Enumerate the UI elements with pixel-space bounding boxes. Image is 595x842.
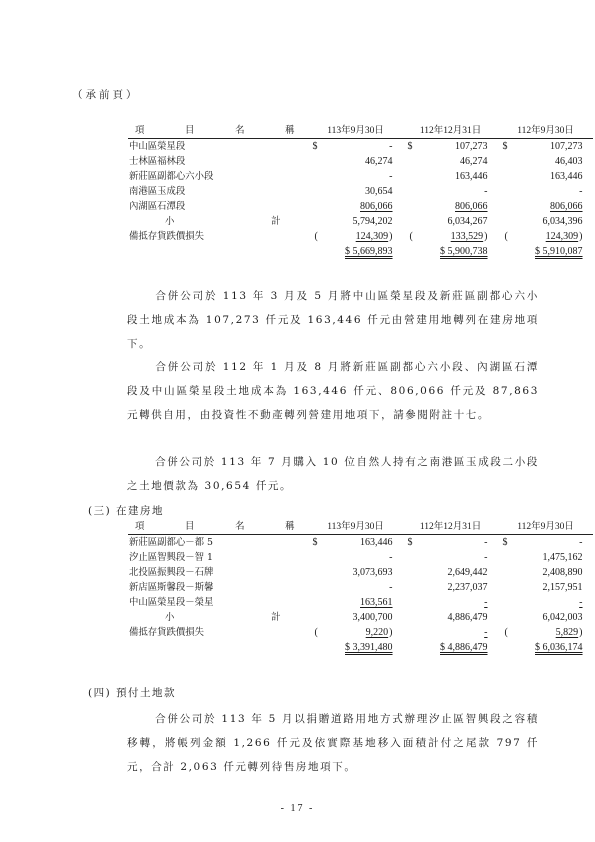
row-label: 南港區玉成段	[129, 186, 186, 197]
paragraph: 合併公司於 113 年 3 月及 5 月將中山區榮星段及新莊區副都心六小段土地成本為 107,273 仟元及 163,446 仟元由營建用地轉列在建房地項下。	[127, 290, 539, 350]
cell-value: -	[484, 627, 488, 638]
cell-value: 5,794,202	[352, 216, 393, 227]
cell-value: 46,274	[365, 156, 393, 167]
cell-value: -	[389, 171, 393, 182]
cell-value: -	[484, 552, 488, 563]
currency-sign: $	[345, 642, 351, 653]
cell-value: 3,391,480	[352, 642, 393, 653]
table-row	[128, 580, 593, 595]
table-row	[128, 595, 593, 610]
item-name-header: 項 目 名 稱	[128, 124, 308, 139]
row-label: 新店區斯馨段－斯馨	[129, 582, 214, 593]
subtotal-row	[128, 214, 593, 229]
cell-value: 163,446	[455, 171, 488, 182]
paragraph: 合併公司於 112 年 1 月及 8 月將新莊區副都心六小段、內湖區石潭段及中山區榮星段土地成本為 163,446 仟元、806,066 仟元及 87,863 元轉供自用，由投資性不動產轉列營建用地項下，請參閱附註十七。	[127, 361, 539, 421]
total-row	[128, 244, 593, 259]
cell-value: 3,073,693	[352, 567, 393, 578]
cell-value: -	[389, 582, 393, 593]
cell-value: 2,237,037	[447, 582, 488, 593]
table-row	[128, 184, 593, 199]
cell-value: 806,066	[360, 201, 393, 212]
column-header: 112年9月30日	[498, 124, 593, 139]
cell-value: 6,034,267	[447, 216, 488, 227]
cell-value: 806,066	[455, 201, 488, 212]
table-row	[128, 550, 593, 565]
table-row	[128, 139, 593, 155]
cell-value: 124,309	[355, 231, 389, 242]
cell-value: 133,529	[450, 231, 484, 242]
cell-value: 163,561	[360, 597, 393, 608]
paragraph: 合併公司於 113 年 7 月購入 10 位自然人持有之南港區玉成段二小段之土地價款為 30,654 仟元。	[127, 456, 539, 492]
construction-table	[128, 520, 593, 655]
currency-sign: $	[407, 537, 413, 548]
cell-value: -	[389, 552, 393, 563]
row-label: 汐止區智興段－智 1	[129, 552, 213, 563]
row-label: 中山區榮星段	[129, 141, 186, 152]
section-heading: (四) 預付土地款	[88, 687, 177, 699]
cell-value: 6,036,174	[542, 642, 583, 653]
cell-value: 46,274	[460, 156, 488, 167]
row-label: 新莊區副都心－都 5	[129, 537, 213, 548]
table-row	[128, 199, 593, 214]
cell-value: 4,886,479	[447, 642, 488, 653]
currency-sign: $	[535, 246, 541, 257]
table-row	[128, 169, 593, 184]
cell-value: 3,400,700	[352, 612, 393, 623]
continued-label: （承前頁）	[72, 89, 140, 101]
currency-sign: $	[312, 537, 318, 548]
table-header	[128, 520, 593, 535]
subtotal-label: 小 計	[165, 216, 307, 227]
cell-value: 806,066	[550, 201, 583, 212]
page-number: - 17 -	[280, 803, 315, 814]
cell-value: 2,649,442	[447, 567, 488, 578]
row-label: 內湖區石潭段	[129, 201, 186, 212]
currency-sign: $	[440, 246, 446, 257]
cell-value: -	[484, 537, 488, 548]
cell-value: -	[484, 186, 488, 197]
cell-value: 163,446	[550, 171, 583, 182]
currency-sign: $	[502, 537, 508, 548]
cell-value: 2,157,951	[542, 582, 583, 593]
cell-value: -	[579, 597, 583, 608]
column-header: 112年12月31日	[403, 520, 498, 535]
cell-value: 5,829	[555, 627, 579, 638]
column-header: 113年9月30日	[308, 124, 403, 139]
cell-value: 5,669,893	[352, 246, 393, 257]
item-name-header: 項 目 名 稱	[128, 520, 308, 535]
currency-sign: $	[502, 141, 508, 152]
cell-value: 6,042,003	[542, 612, 583, 623]
row-label: 備抵存貨跌價損失	[129, 627, 205, 638]
currency-sign: $	[535, 642, 541, 653]
row-label: 備抵存貨跌價損失	[129, 231, 205, 242]
cell-value: 30,654	[365, 186, 393, 197]
row-label: 北投區振興段－石牌	[129, 567, 214, 578]
currency-sign: $	[407, 141, 413, 152]
land-table	[128, 124, 593, 259]
cell-value: 9,220	[365, 627, 389, 638]
currency-sign: $	[345, 246, 351, 257]
row-label: 士林區福林段	[129, 156, 186, 167]
cell-value: 5,900,738	[447, 246, 488, 257]
row-label: 新莊區副都心六小段	[129, 171, 214, 182]
table-row	[128, 154, 593, 169]
cell-value: 107,273	[455, 141, 488, 152]
cell-value: 163,446	[360, 537, 393, 548]
cell-value: 4,886,479	[447, 612, 488, 623]
cell-value: 5,910,087	[542, 246, 583, 257]
allowance-row: 備抵存貨跌價損失 ( 9,220) - ( 5,829)	[129, 627, 583, 638]
cell-value: -	[579, 537, 583, 548]
cell-value: 107,273	[550, 141, 583, 152]
cell-value: 46,403	[555, 156, 583, 167]
table-row	[128, 535, 593, 551]
column-header: 112年12月31日	[403, 124, 498, 139]
subtotal-label: 小 計	[165, 612, 307, 623]
subtotal-row	[128, 610, 593, 625]
section-heading: (三) 在建房地	[88, 505, 165, 517]
cell-value: -	[579, 186, 583, 197]
column-header: 112年9月30日	[498, 520, 593, 535]
column-header: 113年9月30日	[308, 520, 403, 535]
cell-value: 124,309	[545, 231, 579, 242]
cell-value: -	[389, 141, 393, 152]
paragraph: 合併公司於 113 年 5 月以捐贈道路用地方式辦理汐止區智興段之容積移轉，將帳列金額 1,266 仟元及依實際基地移入面積計付之尾款 797 仟元，合計 2,063 仟元轉列待售房地項下。	[127, 713, 539, 773]
cell-value: 2,408,890	[542, 567, 583, 578]
table-row	[128, 565, 593, 580]
table-header	[128, 124, 593, 139]
total-row	[128, 640, 593, 655]
currency-sign: $	[440, 642, 446, 653]
row-label: 中山區榮星段－榮星	[129, 597, 214, 608]
cell-value: -	[484, 597, 488, 608]
allowance-row: 備抵存貨跌價損失 ( 124,309) ( 133,529) ( 124,309)	[129, 231, 583, 242]
cell-value: 6,034,396	[542, 216, 583, 227]
currency-sign: $	[312, 141, 318, 152]
cell-value: 1,475,162	[542, 552, 583, 563]
